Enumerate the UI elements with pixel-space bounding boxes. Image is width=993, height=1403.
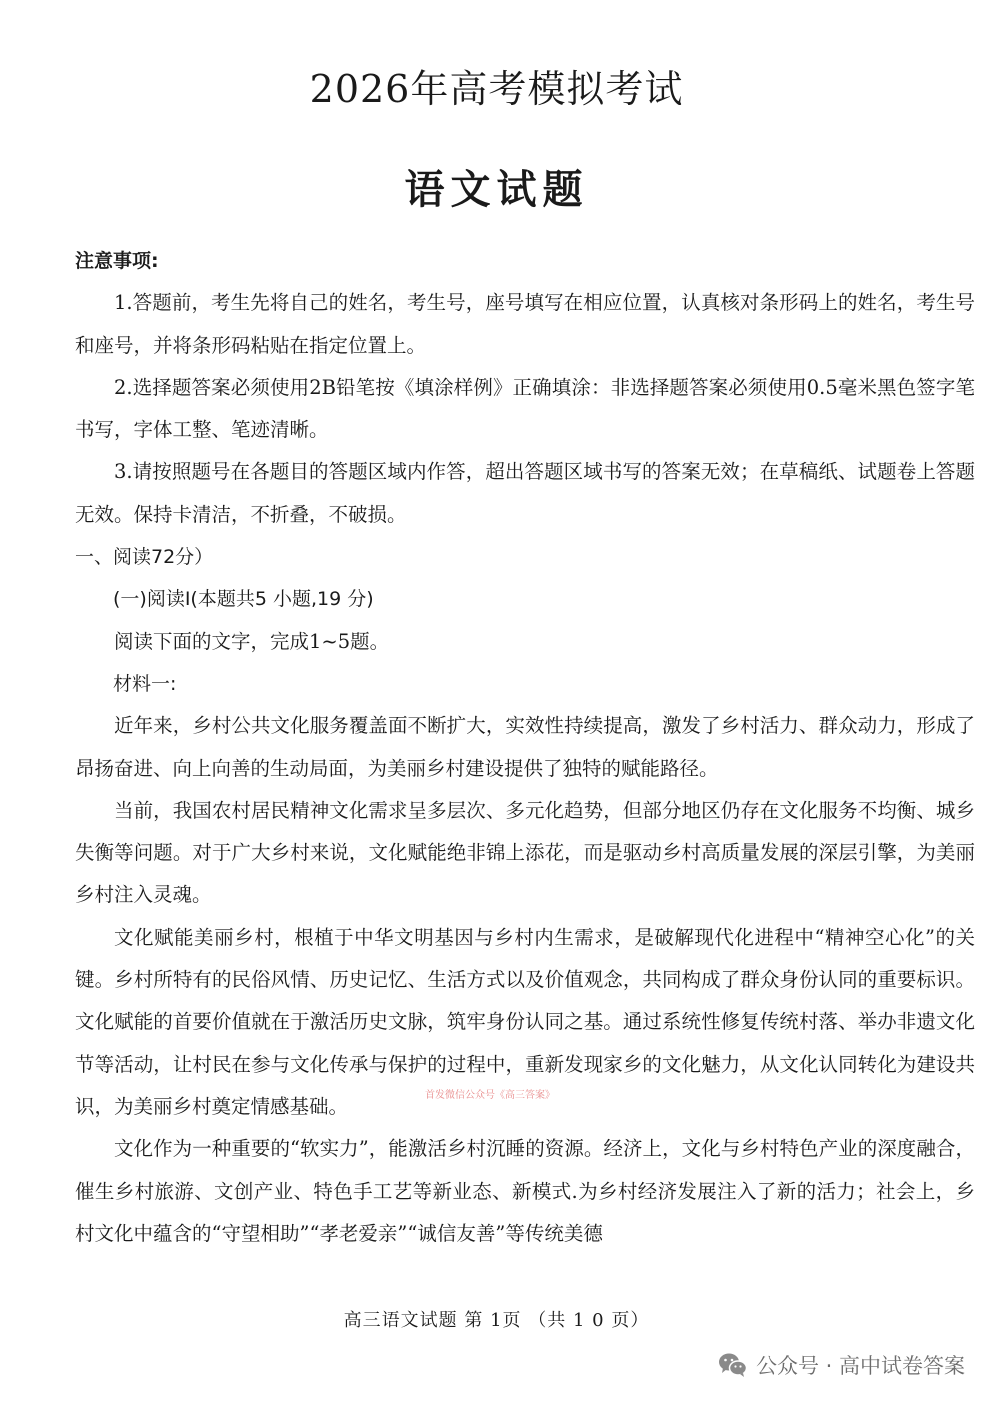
paragraph-3: 文化赋能美丽乡村，根植于中华文明基因与乡村内生需求，是破解现代化进程中“精神空心化”的关键。乡村所特有的民俗风情、历史记忆、生活方式以及价值观念，共同构成了群众身份认同的重要标识。文化赋能的首要价值就在于激活历史文脉，筑牢身份认同之基。通过系统性修复传统村落、举办非遗文化节等活动，让村民在参与文化传承与保护的过程中，重新发现家乡的文化魅力，从文化认同转化为建设共识，为美丽乡村奠定情感基础。	[75, 925, 975, 1118]
brand-watermark	[718, 1348, 965, 1382]
reading-instruction: 阅读下面的文字，完成1~5题。	[114, 629, 390, 653]
page-footer: 高三语文试题 第 1页 （共 1 0 页）	[343, 1310, 650, 1331]
exam-body	[75, 240, 975, 1255]
notice-item-3: 3.请按照题号在各题目的答题区域内作答，超出答题区域书写的答案无效；在草稿纸、试题卷上答题无效。保持卡清洁，不折叠，不破损。	[75, 460, 975, 526]
paragraph-2: 当前，我国农村居民精神文化需求呈多层次、多元化趋势，但部分地区仍存在文化服务不均衡、城乡失衡等问题。对于广大乡村来说，文化赋能绝非锦上添花，而是驱动乡村高质量发展的深层引擎，为美丽乡村注入灵魂。	[75, 798, 975, 907]
paragraph-4: 文化作为一种重要的“软实力”，能激活乡村沉睡的资源。经济上，文化与乡村特色产业的深度融合，催生乡村旅游、文创产业、特色手工艺等新业态、新模式.为乡村经济发展注入了新的活力；社会上，乡村文化中蕴含的“守望相助”“孝老爱亲”“诚信友善”等传统美德	[75, 1137, 975, 1245]
notice-heading: 注意事项:	[75, 250, 159, 272]
wechat-icon	[718, 1352, 748, 1378]
paragraph-1: 近年来，乡村公共文化服务覆盖面不断扩大，实效性持续提高，激发了乡村活力、群众动力，形成了昂扬奋进、向上向善的生动局面，为美丽乡村建设提供了独特的赋能路径。	[75, 714, 975, 780]
notice-item-1: 1.答题前，考生先将自己的姓名，考生号，座号填写在相应位置，认真核对条形码上的姓名，考生号和座号，并将条形码粘贴在指定位置上。	[75, 291, 975, 357]
brand-text: 公众号 · 高中试卷答案	[755, 1354, 965, 1378]
inline-watermark: 首发微信公众号《高三答案》	[425, 1090, 555, 1101]
subsection-heading: (一)阅读Ⅰ(本题共5 小题,19 分)	[113, 588, 374, 611]
exam-title: 2026年高考模拟考试	[309, 67, 684, 111]
notice-item-2: 2.选择题答案必须使用2B铅笔按《填涂样例》正确填涂：非选择题答案必须使用0.5毫米黑色签字笔书写，字体工整、笔迹清晰。	[75, 375, 975, 442]
material-label: 材料一:	[113, 672, 177, 695]
exam-subject: 语文试题	[404, 166, 589, 213]
section-heading: 一、阅读72分）	[75, 546, 214, 569]
